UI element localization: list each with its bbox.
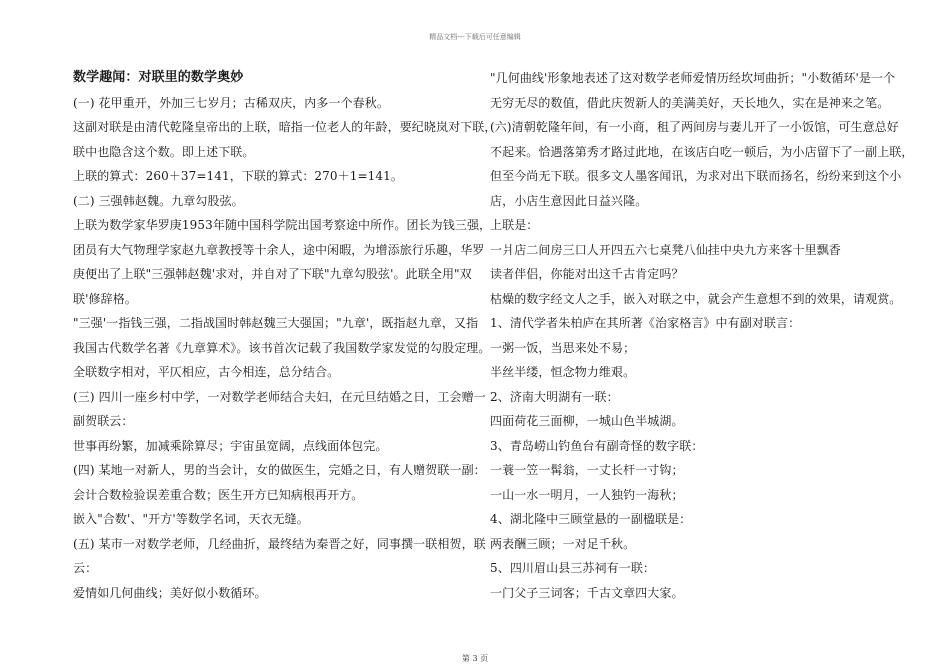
text-line: 庚便出了上联"三强韩赵魏'求对，并自对了下联"九章勾股弦'。此联全用"双	[73, 267, 472, 281]
text-line: 枯燥的数字经文人之手，嵌入对联之中，就会产生意想不到的效果，请观赏。	[490, 291, 902, 306]
text-line: 这副对联是由清代乾隆皇帝出的上联，暗指一位老人的年龄，要纪晓岚对下联，	[73, 120, 497, 134]
text-line: 四面荷花三面柳，一城山色半城湖。	[490, 414, 684, 428]
text-line: 读者伴侣，你能对出这千古肯定吗？	[490, 267, 684, 281]
text-line: 联中也隐含这个数。即上述下联。	[73, 144, 255, 159]
text-line: 一门父子三词客；千古文章四大家。	[490, 585, 684, 600]
text-line: 上联的算式：260＋37=141，下联的算式：270＋1=141。	[73, 169, 403, 183]
text-line: 嵌入"合数'、"开方'等数学名词，天衣无缝。	[73, 512, 309, 526]
text-line: "三强'一指钱三强，二指战国时韩赵魏三大强国；"九章'，既指赵九章，又指	[73, 316, 479, 330]
text-line: 我国古代数学名著《九章算术》。该书首次记载了我国数学家发觉的勾股定理。	[73, 340, 491, 355]
text-line: 3、青岛崂山钓鱼台有副奇怪的数字联：	[490, 438, 704, 453]
page-header: 精品文档---下载后可任意编辑	[429, 33, 521, 41]
text-line: 一粥一饭，当思来处不易；	[490, 340, 636, 355]
text-line: 店，小店生意因此日益兴隆。	[490, 193, 648, 208]
page-number: 第 3 页	[461, 654, 489, 663]
text-line: (三) 四川一座乡村中学，一对数学老师结合夫妇，在元旦结婚之日，工会赠一	[73, 389, 486, 404]
left-column	[73, 66, 497, 605]
text-line: "几何曲线'形象地表述了这对数学老师爱情历经坎坷曲折；"小数循环'是一个	[490, 71, 896, 85]
text-line: 团员有大气物理学家赵九章教授等十余人，途中闲暇，为增添旅行乐趣，华罗	[73, 242, 485, 257]
text-line: (五) 某市一对数学老师，几经曲折，最终结为秦晋之好，同事撰一联相贺，联	[73, 536, 486, 551]
text-line: 联'修辞格。	[73, 291, 137, 306]
text-line: 爱情如几何曲线；美好似小数循环。	[73, 585, 267, 600]
text-line: 全联数字相对，平仄相应，古今相连，总分结合。	[73, 365, 340, 379]
text-line: 2、济南大明湖有一联：	[490, 389, 619, 404]
text-line: 世事再纷繁，加减乘除算尽；宇宙虽宽阔，点线面体包完。	[73, 438, 388, 453]
text-line: 副贺联云：	[73, 414, 134, 428]
right-column	[490, 66, 914, 605]
text-line: (四) 某地一对新人，男的当会计，女的做医生，完婚之日，有人赠贺联一副：	[73, 463, 486, 477]
text-line: 云：	[73, 561, 98, 575]
text-line: 不起来。恰遇落第秀才路过此地，在该店白吃一顿后，为小店留下了一副上联，	[490, 144, 914, 159]
text-line: (六)清朝乾隆年间，有一小商，租了两间房与妻儿开了一小饭馆，可生意总好	[490, 120, 899, 134]
text-line: 一蓑一笠一髯翁，一丈长杆一寸钩；	[490, 463, 684, 477]
text-line: 一爿店二间房三口人开四五六七桌凳八仙挂中央九方来客十里飘香	[490, 242, 841, 257]
text-line: 上联是：	[490, 218, 539, 232]
text-line: 上联为数学家华罗庚1953年随中国科学院出国考察途中所作。团长为钱三强，	[73, 218, 492, 232]
text-line: 半丝半缕，恒念物力维艰。	[490, 365, 636, 379]
article-title: 数学趣闻：对联里的数学奥妙	[73, 70, 244, 85]
text-line: 但至今尚无下联。很多文人墨客闻讯，为求对出下联而扬名，纷纷来到这个小	[490, 169, 902, 183]
text-line: 两表酬三顾；一对足千秋。	[490, 536, 636, 551]
text-line: 4、湖北隆中三顾堂悬的一副楹联是：	[490, 512, 692, 526]
text-line: 无穷无尽的数值，借此庆贺新人的美满美好，天长地久，实在是神来之笔。	[490, 95, 890, 110]
text-line: 1、清代学者朱柏庐在其所著《治家格言》中有副对联言：	[490, 316, 801, 330]
text-line: 5、四川眉山县三苏祠有一联：	[490, 561, 656, 575]
text-line: 会计合数检验误差重合数；医生开方已知病根再开方。	[73, 487, 364, 502]
text-line: (二) 三强韩赵魏。九章勾股弦。	[73, 193, 244, 208]
text-line: 一山一水一明月，一人独钓一海秋；	[490, 487, 684, 502]
text-line: (一) 花甲重开，外加三七岁月；古稀双庆，内多一个春秋。	[73, 95, 389, 110]
